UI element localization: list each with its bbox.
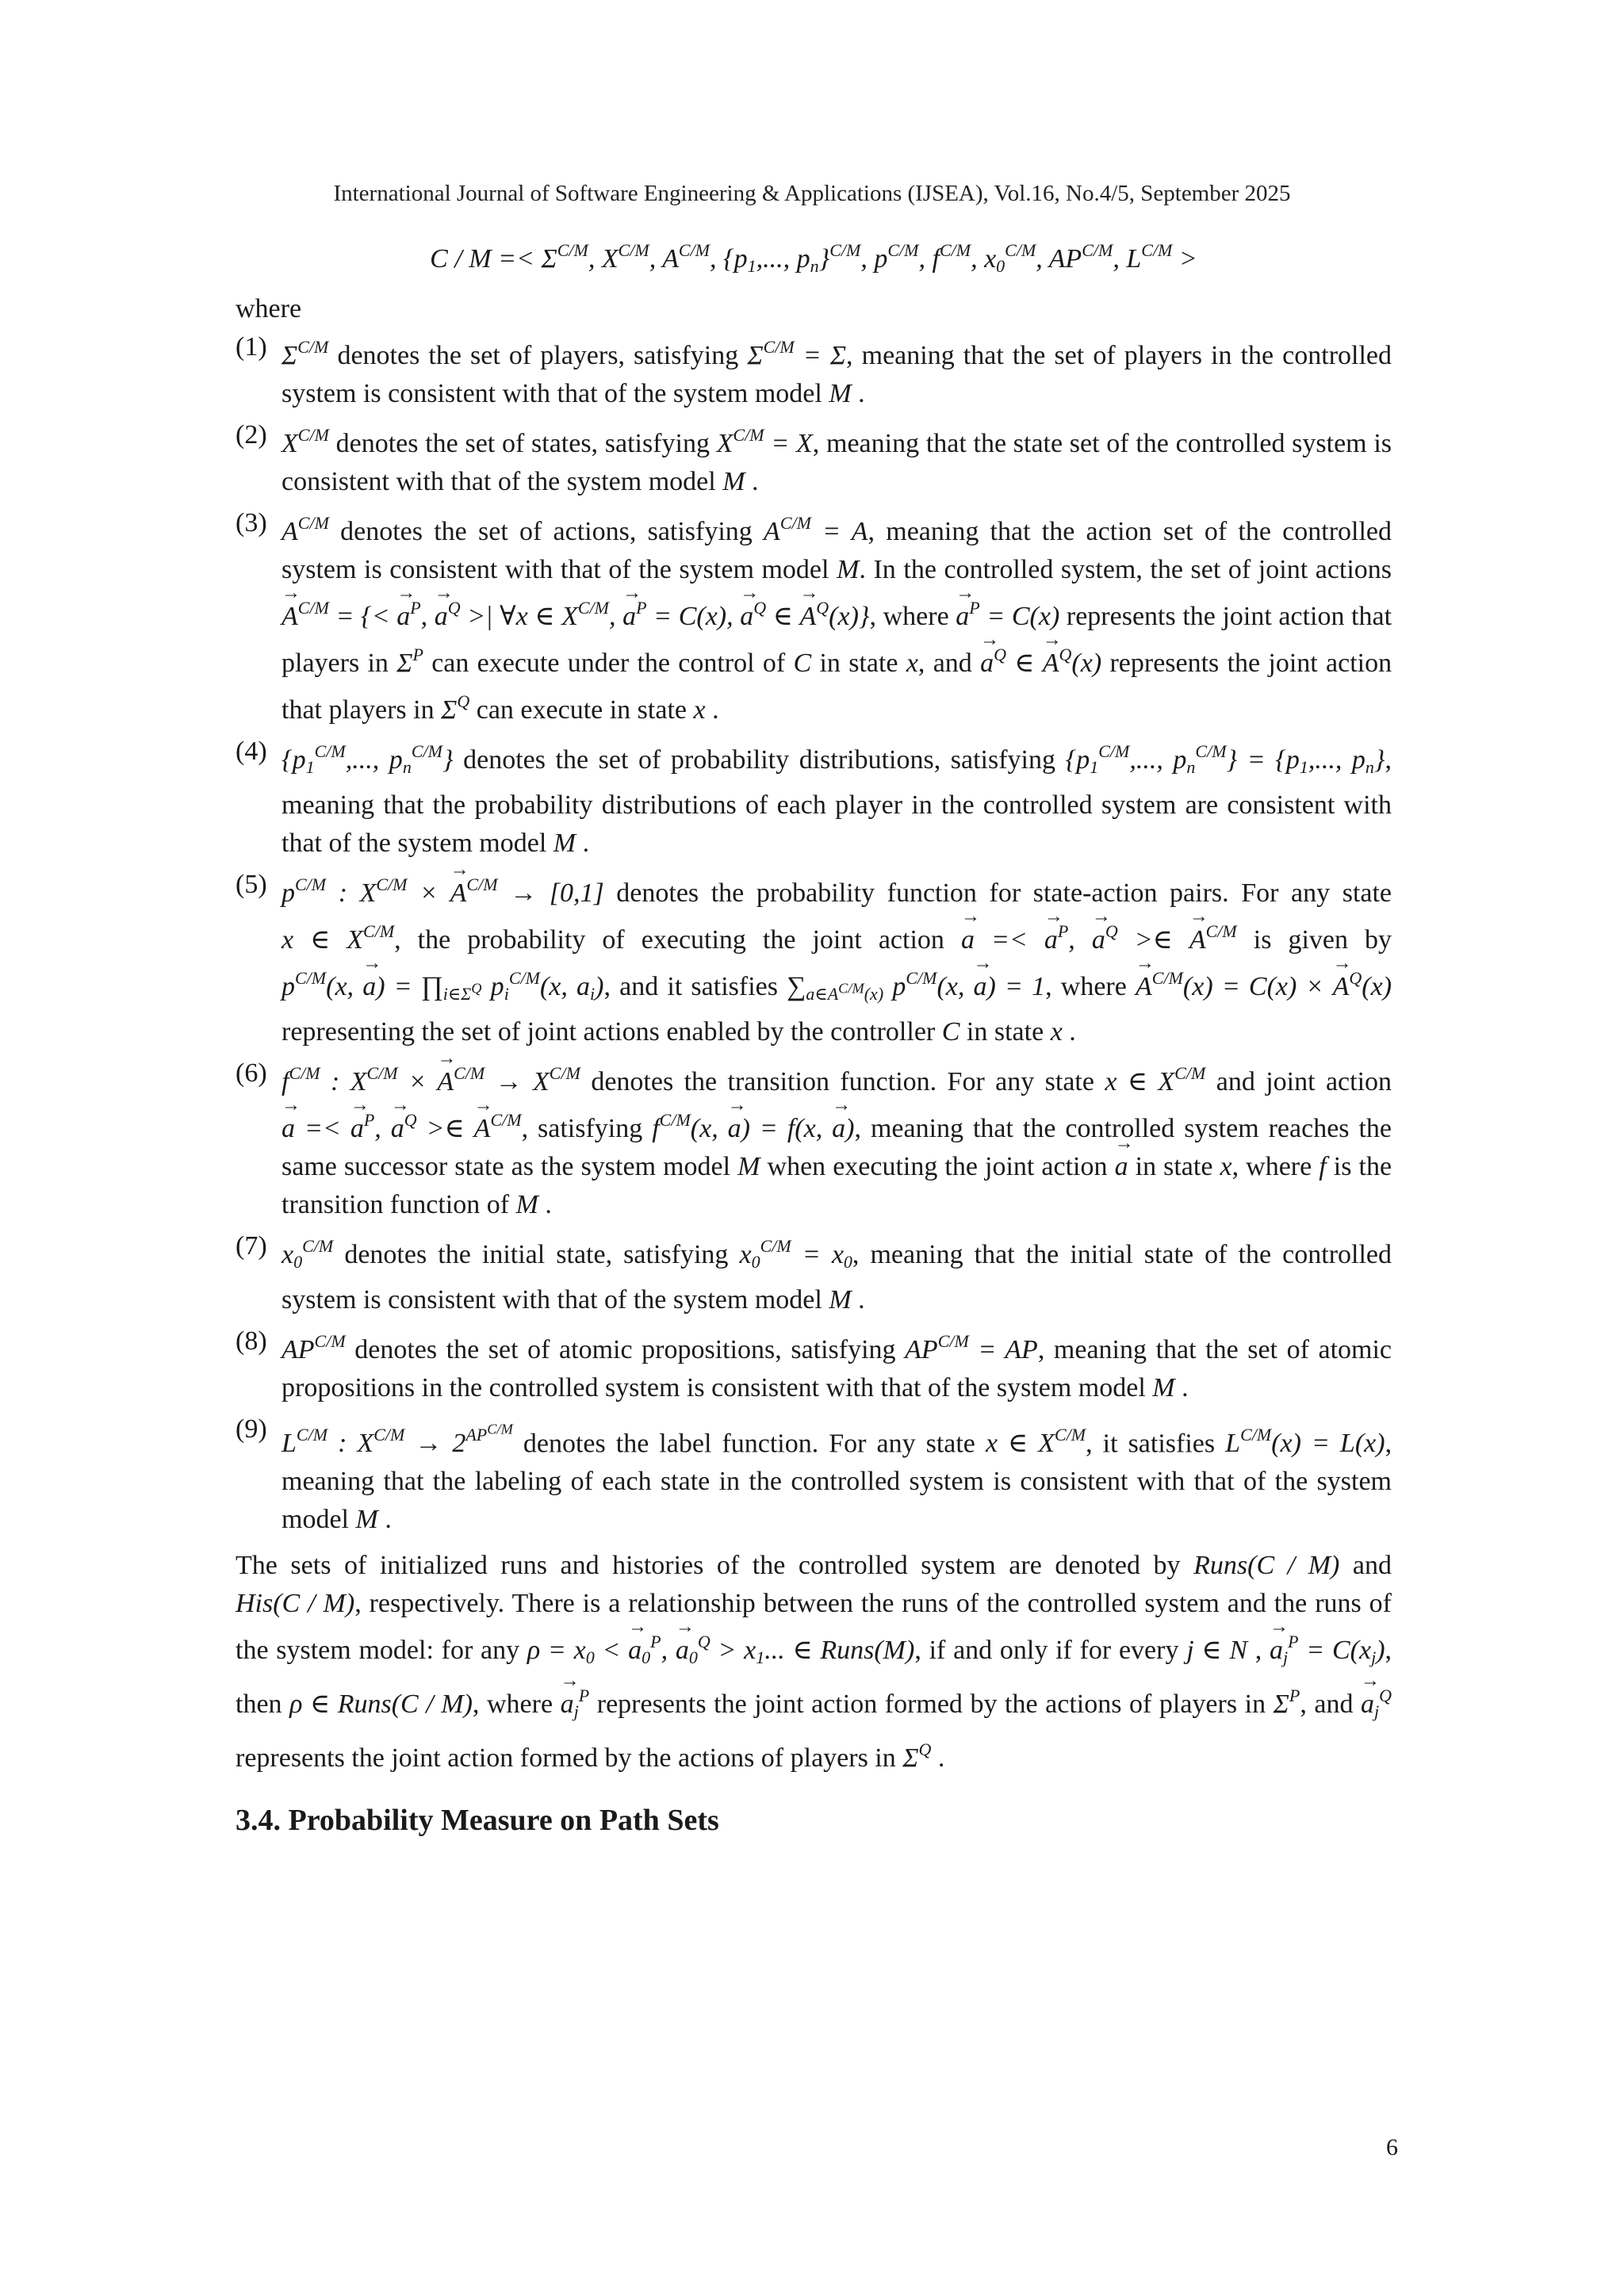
where-label: where <box>236 294 302 323</box>
list-item: (9) $L^{C/M}$ : $X^{C/M} \to 2^{AP^{C/M}}$ denotes the label function. For any state x ∈ $X^{C/M}$, it satisfies $L^{C/M}(x) = L(x)$, meaning that the labeling of each state in the controlled system is consistent with that of the system model M . <box>236 1414 1392 1535</box>
journal-header: International Journal of Software Engineering & Applications (IJSEA), Vol.16, No.4/5, September 2025 <box>333 181 1291 206</box>
body-content <box>236 232 1392 1839</box>
list-item: (4) {$p_1^{C/M}$,..., $p_n^{C/M}$} denotes the set of probability distributions, satisfying {$p_1^{C/M}$,..., $p_n^{C/M}\} = \{p_1$,..., $p_n$}, meaning that the probability distributions of each player in the controlled system are consistent with that of the system model M . <box>236 737 1392 858</box>
list-item: (6) $f^{C/M}$ : $X^{C/M}$ × → $A^{C/M} \to X^{C/M}$ denotes the transition function. For any state x ∈ $X^{C/M}$ and joint action → a =< → $a^P$, → $a^Q$ >∈ → $A^{C/M}$, satisfying $f^{C/M}(x$, → a) = f(x, → a), meaning that the controlled system reaches the same successor state as the system model M when executing the joint action → a in state x, where f is the transition function of M . <box>236 1054 1392 1224</box>
list-item: (1) $\Sigma^{C/M}$ denotes the set of players, satisfying $\Sigma^{C/M} = \Sigma$, meaning that the set of players in the controlled system is consistent with that of the system model M . <box>236 332 1392 408</box>
list-item: (8) $AP^{C/M}$ denotes the set of atomic propositions, satisfying $AP^{C/M}$ = AP, meaning that the set of atomic propositions in the controlled system is consistent with that of the system model M . <box>236 1326 1392 1402</box>
runs-paragraph: The sets of initialized runs and histories of the controlled system are denoted by Runs(C / M) and His(C / M), respectively. There is a relationship between the runs of the controlled system and the runs of the system model: for any $\rho = x_0$ < → $a_0^P$, → $a_0^Q > x_1$... ∈ Runs(M), if and only if for every j ∈ N , → $a_j^P = C(x_j)$, then ρ ∈ Runs(C / M), where → $a_j^P$ represents the joint action formed by the actions of players in $\Sigma^P$, and → $a_j^Q$ represents the joint action formed by the actions of players in $\Sigma^Q$ . <box>236 1547 1392 1777</box>
list-item: (7) $x_0^{C/M}$ denotes the initial state, satisfying $x_0^{C/M} = x_0$, meaning that the initial state of the controlled system is consistent with that of the system model M . <box>236 1231 1392 1314</box>
list-item: (2) $X^{C/M}$ denotes the set of states, satisfying $X^{C/M} = X$, meaning that the state set of the controlled system is consistent with that of the system model M . <box>236 420 1392 496</box>
tuple-definition-formula: $C / M =< \Sigma^{C/M}$, $X^{C/M}$, $A^{C/M}$, {$p_1$,..., $p_n\}^{C/M}$, $p^{C/M}$, $f^{C/M}$, $x_0^{C/M}$, $AP^{C/M}$, $L^{C/M}$ > <box>430 240 1197 276</box>
section-title: 3.4. Probability Measure on Path Sets <box>236 1804 719 1838</box>
definition-list <box>236 328 1392 1539</box>
page-number: 6 <box>1386 2134 1398 2160</box>
list-item: (3) $A^{C/M}$ denotes the set of actions, satisfying $A^{C/M} = A$, meaning that the action set of the controlled system is consistent with that of the system model M. In the controlled system, the set of joint actions → $A^{C/M}$ = {< → $a^P$, → $a^Q$ >| ∀x ∈ $X^{C/M}$, → $a^P = C(x)$, → $a^Q$ ∈ → $A^Q(x)$}, where → $a^P = C(x)$ represents the joint action that players in $\Sigma^P$ can execute under the control of C in state x, and → $a^Q$ ∈ → $A^Q(x)$ represents the joint action that players in $\Sigma^Q$ can execute in state x . <box>236 504 1392 729</box>
list-item: (5) $p^{C/M}$ : $X^{C/M}$ × → $A^{C/M} \to [0,1]$ denotes the probability function for state-action pairs. For any state x ∈ $X^{C/M}$, the probability of executing the joint action → a =< → $a^P$, → $a^Q$ >∈ → $A^{C/M}$ is given by $p^{C/M}(x$, → $a) = \prod_{i\in\Sigma^Q}$ $p_i^{C/M}(x$, $a_i$), and it satisfies $\sum_{a\in A^{C/M}(x)}$ $p^{C/M}(x$, → a) = 1, where → $A^{C/M}(x) = C(x)$ × → $A^Q(x)$ representing the set of joint actions enabled by the controller C in state x . <box>236 866 1392 1051</box>
